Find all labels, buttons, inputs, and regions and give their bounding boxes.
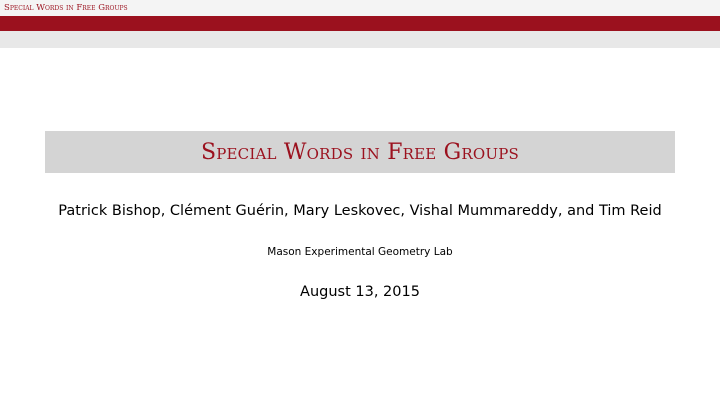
date: August 13, 2015 [300,284,420,300]
institute: Mason Experimental Geometry Lab [267,246,453,258]
slide-title: Special Words in Free Groups [200,139,520,165]
authors: Patrick Bishop, Clément Guérin, Mary Leskovec, Vishal Mummareddy, and Tim Reid [58,203,662,219]
header-accent-band [0,16,720,31]
header-bar [0,0,720,16]
header-short-title: Special Words in Free Groups [4,3,128,13]
header-gray-band [0,31,720,48]
title-box [45,131,675,173]
